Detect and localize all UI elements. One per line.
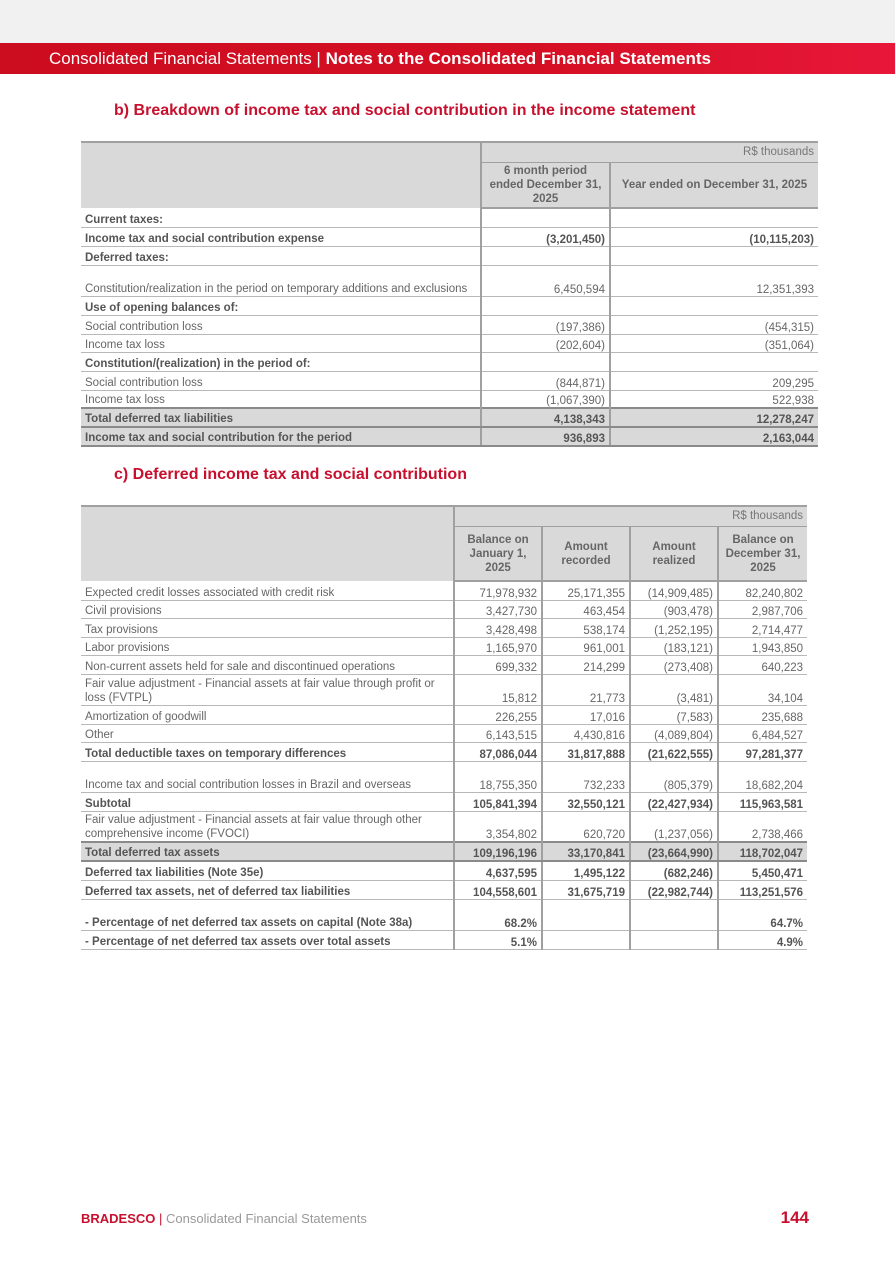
footer [81,1211,367,1226]
cell-value: (351,064) [610,334,818,352]
label-header-blank [81,506,454,581]
table-row [81,315,818,334]
cell-value [481,246,610,265]
cell-value: (21,622,555) [630,742,718,761]
cell-value: 961,001 [542,637,630,655]
table-row [81,811,807,842]
row-label: Other [81,724,454,742]
row-label: Deferred tax assets, net of deferred tax liabilities [81,880,454,899]
table-row [81,930,807,949]
column-header: Balance on December 31, 2025 [718,527,807,582]
cell-value [610,208,818,227]
cell-value [610,352,818,371]
table-row [81,705,807,724]
cell-value: 25,171,355 [542,581,630,600]
cell-value: 33,170,841 [542,842,630,861]
table-row [81,674,807,705]
row-label: Tax provisions [81,618,454,637]
cell-value: (844,871) [481,371,610,390]
cell-value: 115,963,581 [718,792,807,811]
label-header-blank [81,142,481,208]
table-row [81,742,807,761]
units-row [81,142,818,163]
cell-value: 34,104 [718,674,807,705]
row-label: Income tax and social contribution expense [81,227,481,246]
row-label: Constitution/realization in the period on temporary additions and exclusions [81,265,481,296]
units-label: R$ thousands [481,142,818,163]
cell-value [542,899,630,930]
table-row [81,792,807,811]
cell-value: 64.7% [718,899,807,930]
row-label: Non-current assets held for sale and discontinued operations [81,655,454,674]
cell-value: (183,121) [630,637,718,655]
cell-value: 235,688 [718,705,807,724]
table-row [81,761,807,792]
cell-value [610,296,818,315]
column-header: 6 month period ended December 31, 2025 [481,163,610,209]
units-row [81,506,807,527]
cell-value: 3,428,498 [454,618,542,637]
cell-value: 2,987,706 [718,600,807,618]
cell-value [630,899,718,930]
cell-value: (23,664,990) [630,842,718,861]
cell-value: 4,637,595 [454,861,542,880]
cell-value: 4,138,343 [481,408,610,427]
header-subsection: Notes to the Consolidated Financial Statements [325,49,711,68]
cell-value: 97,281,377 [718,742,807,761]
cell-value: 4,430,816 [542,724,630,742]
table-row [81,637,807,655]
cell-value: 6,450,594 [481,265,610,296]
cell-value: 5,450,471 [718,861,807,880]
cell-value [630,930,718,949]
row-label: Use of opening balances of: [81,296,481,315]
cell-value: 12,278,247 [610,408,818,427]
cell-value: 936,893 [481,427,610,446]
cell-value: 18,682,204 [718,761,807,792]
column-header: Amount recorded [542,527,630,582]
header-title [49,43,711,74]
cell-value [481,208,610,227]
cell-value: (3,481) [630,674,718,705]
row-label: Total deferred tax liabilities [81,408,481,427]
cell-value: 5.1% [454,930,542,949]
row-label: Fair value adjustment - Financial assets at fair value through other comprehensive income (FVOCI) [81,811,454,842]
table-row [81,390,818,408]
section-b-title: b) Breakdown of income tax and social contribution in the income statement [114,102,696,119]
cell-value: 640,223 [718,655,807,674]
cell-value: 82,240,802 [718,581,807,600]
table-row [81,880,807,899]
page-number: 144 [780,1208,809,1227]
cell-value [481,352,610,371]
table-row [81,618,807,637]
cell-value: (14,909,485) [630,581,718,600]
cell-value: 15,812 [454,674,542,705]
cell-value: (7,583) [630,705,718,724]
table-row [81,655,807,674]
footer-separator: | [155,1211,167,1226]
cell-value: 1,165,970 [454,637,542,655]
cell-value: 31,675,719 [542,880,630,899]
cell-value: (22,427,934) [630,792,718,811]
row-label: Deferred taxes: [81,246,481,265]
top-margin [0,0,895,43]
table-row [81,861,807,880]
table-row [81,899,807,930]
table-row [81,427,818,446]
cell-value: (454,315) [610,315,818,334]
row-label: Social contribution loss [81,371,481,390]
table-row [81,265,818,296]
cell-value: 6,484,527 [718,724,807,742]
cell-value: 209,295 [610,371,818,390]
row-label: Income tax loss [81,334,481,352]
cell-value: 226,255 [454,705,542,724]
cell-value: 2,163,044 [610,427,818,446]
cell-value: 12,351,393 [610,265,818,296]
header-section: Consolidated Financial Statements | [49,49,326,68]
units-label: R$ thousands [454,506,807,527]
row-label: Subtotal [81,792,454,811]
deferred-tax-table [81,505,807,950]
cell-value: (903,478) [630,600,718,618]
cell-value: 118,702,047 [718,842,807,861]
cell-value: 214,299 [542,655,630,674]
cell-value: (1,252,195) [630,618,718,637]
table-row [81,600,807,618]
table-row [81,724,807,742]
cell-value: (805,379) [630,761,718,792]
cell-value: 3,354,802 [454,811,542,842]
cell-value: (202,604) [481,334,610,352]
cell-value: (273,408) [630,655,718,674]
table-row [81,334,818,352]
row-label: - Percentage of net deferred tax assets on capital (Note 38a) [81,899,454,930]
cell-value: 109,196,196 [454,842,542,861]
table-row [81,227,818,246]
cell-value: (1,237,056) [630,811,718,842]
cell-value: 620,720 [542,811,630,842]
cell-value: 6,143,515 [454,724,542,742]
cell-value: 87,086,044 [454,742,542,761]
cell-value: 68.2% [454,899,542,930]
row-label: Social contribution loss [81,315,481,334]
cell-value: (3,201,450) [481,227,610,246]
cell-value: (682,246) [630,861,718,880]
cell-value: 31,817,888 [542,742,630,761]
cell-value: 4.9% [718,930,807,949]
cell-value: 21,773 [542,674,630,705]
table-row [81,246,818,265]
cell-value: 2,738,466 [718,811,807,842]
row-label: Expected credit losses associated with credit risk [81,581,454,600]
table-row [81,581,807,600]
cell-value: 17,016 [542,705,630,724]
cell-value: 463,454 [542,600,630,618]
row-label: - Percentage of net deferred tax assets over total assets [81,930,454,949]
row-label: Civil provisions [81,600,454,618]
cell-value: 105,841,394 [454,792,542,811]
cell-value: 113,251,576 [718,880,807,899]
cell-value [481,296,610,315]
table-row [81,371,818,390]
cell-value: (22,982,744) [630,880,718,899]
cell-value: 732,233 [542,761,630,792]
cell-value: 1,943,850 [718,637,807,655]
cell-value: 2,714,477 [718,618,807,637]
footer-text: Consolidated Financial Statements [166,1211,367,1226]
row-label: Income tax loss [81,390,481,408]
cell-value: (10,115,203) [610,227,818,246]
column-header: Year ended on December 31, 2025 [610,163,818,209]
table-row [81,352,818,371]
row-label: Fair value adjustment - Financial assets at fair value through profit or loss (FVTPL) [81,674,454,705]
cell-value [542,930,630,949]
row-label: Income tax and social contribution losses in Brazil and overseas [81,761,454,792]
section-c-title: c) Deferred income tax and social contribution [114,466,467,483]
table-row [81,408,818,427]
brand-logo-text: BRADESCO [81,1211,156,1226]
table-row [81,208,818,227]
table-row [81,842,807,861]
cell-value: (197,386) [481,315,610,334]
row-label: Constitution/(realization) in the period of: [81,352,481,371]
row-label: Total deductible taxes on temporary differences [81,742,454,761]
row-label: Deferred tax liabilities (Note 35e) [81,861,454,880]
cell-value: 104,558,601 [454,880,542,899]
row-label: Current taxes: [81,208,481,227]
cell-value: 699,332 [454,655,542,674]
column-header: Balance on January 1, 2025 [454,527,542,582]
row-label: Income tax and social contribution for the period [81,427,481,446]
cell-value: (4,089,804) [630,724,718,742]
cell-value: 32,550,121 [542,792,630,811]
row-label: Amortization of goodwill [81,705,454,724]
cell-value: 522,938 [610,390,818,408]
cell-value: (1,067,390) [481,390,610,408]
column-header: Amount realized [630,527,718,582]
cell-value: 538,174 [542,618,630,637]
cell-value: 71,978,932 [454,581,542,600]
income-tax-breakdown-table [81,141,818,447]
cell-value: 18,755,350 [454,761,542,792]
cell-value [610,246,818,265]
cell-value: 1,495,122 [542,861,630,880]
cell-value: 3,427,730 [454,600,542,618]
header-banner [0,43,895,74]
row-label: Total deferred tax assets [81,842,454,861]
table-row [81,296,818,315]
row-label: Labor provisions [81,637,454,655]
